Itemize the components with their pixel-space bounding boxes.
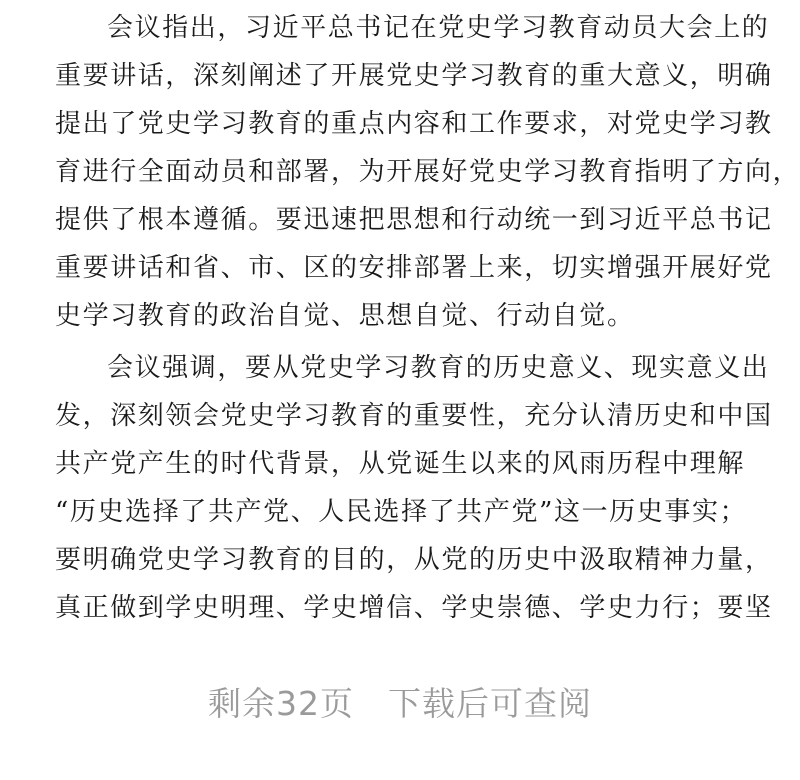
text-line: 重要讲话和省、市、区的安排部署上来，切实增强开展好党 [55,253,773,283]
text-line: 史学习教育的政治自觉、思想自觉、行动自觉。 [55,301,635,331]
text-line: 会议强调，要从党史学习教育的历史意义、现实意义出 [107,353,770,383]
remaining-pages-label: 剩余32页 [208,684,354,723]
text-line: 提供了根本遵循。要迅速把思想和行动统一到习近平总书记 [55,205,773,235]
download-prompt-label: 下载后可查阅 [388,684,592,723]
paragraph-meeting-emphasis [55,344,773,632]
text-line: 真正做到学史明理、学史增信、学史崇德、学史力行；要坚 [55,593,773,623]
text-line: “历史选择了共产党、人民选择了共产党”这一历史事实； [55,497,748,527]
paragraph-meeting-points [55,4,800,340]
text-line: 提出了党史学习教育的重点内容和工作要求，对党史学习教 [55,109,773,139]
text-line: 重要讲话，深刻阐述了开展党史学习教育的重大意义，明确 [55,61,773,91]
text-line: 共产党产生的时代背景，从党诞生以来的风雨历程中理解 [55,449,746,479]
text-line: 要明确党史学习教育的目的，从党的历史中汲取精神力量， [55,545,773,575]
download-more-banner[interactable] [0,678,800,725]
text-line: 会议指出，习近平总书记在党史学习教育动员大会上的 [107,13,770,43]
text-line: 育进行全面动员和部署，为开展好党史学习教育指明了方向， [55,157,800,187]
text-line: 发，深刻领会党史学习教育的重要性，充分认清历史和中国 [55,401,773,431]
